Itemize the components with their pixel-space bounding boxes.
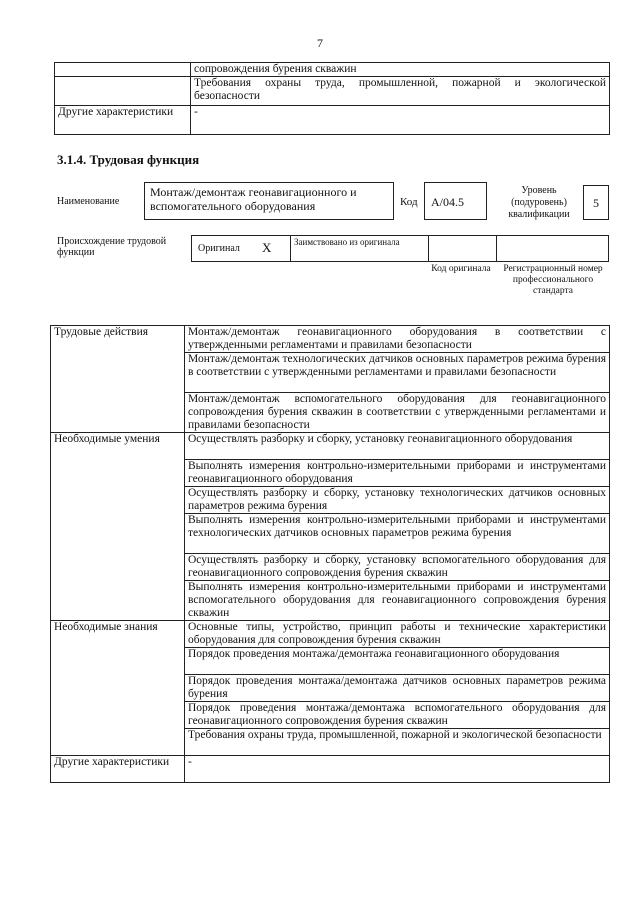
labor-action-item: Монтаж/демонтаж геонавигационного оборудования в соответствии с утвержденными регламентами и правилами безопасности [185,326,610,353]
top-other-value: - [191,106,610,135]
top-table-row2: Требования охраны труда, промышленной, пожарной и экологической безопасности [191,77,610,106]
labor-action-item: Монтаж/демонтаж технологических датчиков основных параметров режима бурения в соответствии с утвержденными регламентами и правилами безопасности [185,353,610,393]
page-number: 7 [317,36,323,50]
knowledge-item: Порядок проведения монтажа/демонтажа геонавигационного оборудования [185,648,610,675]
top-table-label-empty [55,63,191,77]
divider [290,235,291,262]
original-mark: X [262,240,272,255]
divider [428,235,429,262]
reg-number-caption: Регистрационный номер профессионального стандарта [503,264,603,296]
knowledge-item: Порядок проведения монтажа/демонтажа вспомогательного оборудования для геонавигационного сопровождения бурения скважин [185,702,610,729]
skill-item: Осуществлять разборку и сборку, установку технологических датчиков основных параметров режима бурения [185,487,610,514]
other-label: Другие характеристики [51,756,185,783]
top-table-label-empty2 [55,77,191,106]
knowledge-item: Основные типы, устройство, принцип работы и технические характеристики оборудования для сопровождения бурения скважин [185,621,610,648]
labor-actions-label: Трудовые действия [51,326,185,433]
code-original-caption: Код оригинала [431,264,491,274]
function-name: Монтаж/демонтаж геонавигационного и вспомогательного оборудования [144,182,394,220]
knowledge-item: Порядок проведения монтажа/демонтажа датчиков основных параметров режима бурения [185,675,610,702]
top-table-row1: сопровождения бурения скважин [191,63,610,77]
labor-action-item: Монтаж/демонтаж вспомогательного оборудования для геонавигационного сопровождения бурения скважин в соответствии с утвержденными регламентами и правилами безопасности [185,393,610,433]
skill-item: Выполнять измерения контрольно-измерительными приборами и инструментами технологических датчиков основных параметров режима бурения [185,514,610,554]
top-other-label: Другие характеристики [55,106,191,135]
skill-item: Выполнять измерения контрольно-измерительными приборами и инструментами вспомогательного оборудования для геонавигационного сопровождения бурения скважин [185,581,610,621]
main-table [50,325,610,783]
borrowed-label: Заимствовано из оригинала [294,237,400,247]
knowledge-label: Необходимые знания [51,621,185,756]
level-value: 5 [583,185,609,220]
level-label: Уровень (подуровень) квалификации [508,185,570,220]
origin-label: Происхождение трудовой функции [57,236,167,258]
section-title: 3.1.4. Трудовая функция [57,152,200,167]
divider [496,235,497,262]
code-value: А/04.5 [424,182,487,220]
skill-item: Осуществлять разборку и сборку, установку вспомогательного оборудования для геонавигационного сопровождения бурения скважин [185,554,610,581]
skill-item: Выполнять измерения контрольно-измерительными приборами и инструментами геонавигационного оборудования [185,460,610,487]
skills-label: Необходимые умения [51,433,185,621]
code-label: Код [400,196,418,208]
knowledge-item: Требования охраны труда, промышленной, пожарной и экологической безопасности [185,729,610,756]
top-table [54,62,610,135]
other-value: - [185,756,610,783]
original-label: Оригинал [198,243,240,254]
name-label: Наименование [57,196,120,207]
skill-item: Осуществлять разборку и сборку, установку геонавигационного оборудования [185,433,610,460]
